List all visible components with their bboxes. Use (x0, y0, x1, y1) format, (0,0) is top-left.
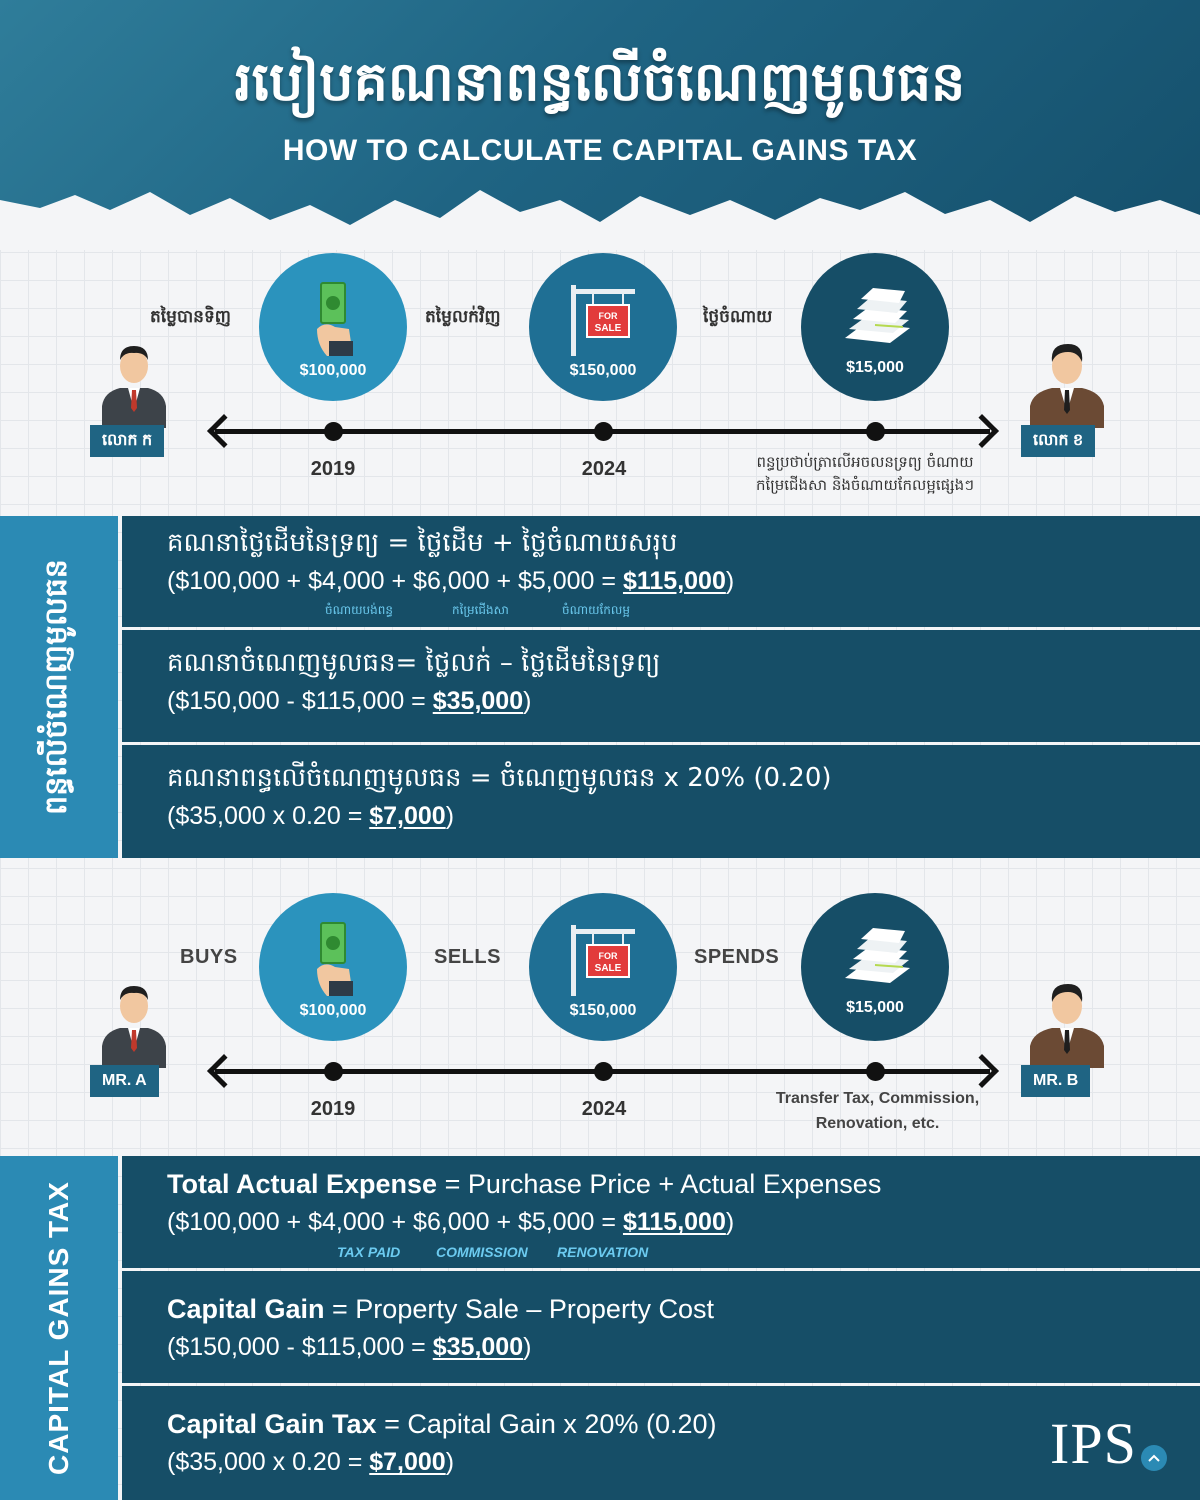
sub-label-commission: កម្រៃជើងសា (452, 603, 509, 617)
arrow-left-icon (207, 414, 241, 448)
equation-text: ($100,000 + $4,000 + $6,000 + $5,000 = (167, 567, 623, 596)
equation-close: ) (445, 802, 455, 831)
year-buy: 2019 (310, 1098, 356, 1120)
sub-label-commission: COMMISSION (436, 1244, 528, 1260)
timeline-dot (324, 422, 343, 441)
businessman-icon (1028, 978, 1106, 1068)
businessman-icon (98, 978, 170, 1068)
ips-logo: IPS (1050, 1411, 1137, 1476)
equation-close: ) (523, 1333, 532, 1362)
expenses-note-line2: Renovation, etc. (815, 1114, 940, 1132)
buyer-badge: MR. A (90, 1065, 159, 1097)
formula-term: Capital Gain (167, 1294, 325, 1324)
formulas-khmer (0, 516, 1200, 858)
arrow-right-icon (965, 1054, 999, 1088)
arrow-left-icon (207, 1054, 241, 1088)
formula-term: Capital Gain Tax (167, 1409, 377, 1439)
year-sell: 2024 (581, 1098, 627, 1120)
equation-text: ($35,000 x 0.20 = (167, 1448, 370, 1477)
formula-definition: = Capital Gain x 20% (0.20) (376, 1409, 717, 1439)
equation-close: ) (523, 687, 532, 716)
equation-result: $35,000 (432, 687, 524, 716)
equation-close: ) (725, 567, 735, 596)
formula-definition: = Purchase Price + Actual Expenses (437, 1169, 882, 1199)
formula-title: គណនាចំណេញមូលធន= ថ្លៃលក់ – ថ្លៃដើមនៃទ្រព្យ (167, 648, 661, 678)
businessman-icon (98, 338, 170, 428)
buyer-badge: លោក ក (90, 425, 164, 457)
equation-result: $35,000 (432, 1333, 524, 1362)
sell-circle (529, 253, 677, 401)
cash-hand-icon (303, 921, 363, 996)
timeline-english (0, 893, 1200, 1193)
equation-close: ) (445, 1448, 455, 1477)
sub-label-renovation: ចំណាយកែលម្អ (562, 603, 630, 617)
equation-result: $7,000 (369, 802, 446, 831)
side-label: ពន្ធលើចំណេញមូលធន (39, 559, 74, 815)
sub-label-tax: ចំណាយបង់ពន្ធ (325, 603, 393, 617)
sell-amount: $150,000 (569, 361, 637, 379)
expenses-note-line2: កម្រៃជើងសា និងចំណាយកែលម្អផ្សេងៗ (755, 476, 975, 495)
paper-stack-icon (835, 283, 915, 353)
formula-equation (167, 802, 1200, 831)
formula-equation (167, 1208, 1200, 1237)
expenses-note (700, 451, 1030, 498)
year-buy: 2019 (310, 458, 356, 480)
expense-circle (801, 893, 949, 1041)
equation-text: ($100,000 + $4,000 + $6,000 + $5,000 = (167, 1208, 623, 1237)
chevron-up-icon (1141, 1445, 1167, 1471)
timeline-dot (324, 1062, 343, 1081)
equation-text: ($150,000 - $115,000 = (167, 687, 433, 716)
formula-row-gain (122, 1271, 1200, 1383)
equation-text: ($35,000 x 0.20 = (167, 802, 370, 831)
expenses-note-line1: ពន្ធប្រថាប់ត្រាលើអចលនទ្រព្យ ចំណាយ (756, 453, 974, 471)
page-title-khmer: របៀបគណនាពន្ធលើចំណេញមូលធន (234, 50, 966, 113)
sell-circle (529, 893, 677, 1041)
page-title-english: HOW TO CALCULATE CAPITAL GAINS TAX (282, 134, 918, 167)
label-sell-price: តម្លៃលក់វិញ (425, 307, 501, 327)
side-label: CAPITAL GAINS TAX (43, 1181, 74, 1475)
equation-result: $7,000 (369, 1448, 446, 1477)
expense-circle (801, 253, 949, 401)
formula-term: Total Actual Expense (167, 1169, 438, 1199)
formula-row-cost (122, 1156, 1200, 1268)
buy-circle (259, 893, 407, 1041)
expense-amount: $15,000 (846, 359, 904, 376)
formula-equation (167, 1333, 1200, 1362)
formula-title (167, 1408, 1200, 1440)
buy-circle (259, 253, 407, 401)
label-expenses: ថ្លៃចំណាយ (703, 307, 773, 327)
businessman-icon (1028, 338, 1106, 428)
arrow-right-icon (965, 414, 999, 448)
sub-label-renovation: RENOVATION (557, 1244, 649, 1260)
for-sale-sign-icon (563, 921, 643, 996)
formula-title (167, 1293, 1200, 1325)
formula-title: គណនាថ្លៃដើមនៃទ្រព្យ = ថ្លៃដើម + ថ្លៃចំណាយសរុប (167, 528, 678, 558)
sub-label-tax: TAX PAID (337, 1244, 401, 1260)
buy-amount: $100,000 (299, 1001, 367, 1019)
formula-title (167, 1168, 1200, 1200)
timeline-dot (866, 422, 885, 441)
formula-title: គណនាពន្ធលើចំណេញមូលធន = ចំណេញមូលធន x 20% (0.20) (167, 763, 832, 793)
svg-text:SALE: SALE (594, 322, 622, 334)
timeline-dot (594, 1062, 613, 1081)
equation-close: ) (725, 1208, 735, 1237)
equation-result: $115,000 (622, 1208, 726, 1237)
seller-badge: លោក ខ (1021, 425, 1095, 457)
formula-row-gain (122, 630, 1200, 742)
label-spends: SPENDS (694, 946, 780, 968)
expense-amount: $15,000 (846, 999, 904, 1016)
paper-stack-icon (835, 923, 915, 993)
side-label-bar (0, 516, 118, 858)
formula-equation (167, 687, 1200, 716)
equation-text: ($150,000 - $115,000 = (167, 1333, 433, 1362)
formula-equation (167, 567, 1200, 596)
svg-text:FOR: FOR (598, 310, 618, 321)
label-buys: BUYS (180, 946, 238, 968)
svg-text:SALE: SALE (594, 962, 622, 974)
formulas-english (0, 1156, 1200, 1500)
seller-badge: MR. B (1021, 1065, 1090, 1097)
timeline-dot (594, 422, 613, 441)
formula-definition: = Property Sale – Property Cost (324, 1294, 714, 1324)
formula-row-cost (122, 516, 1200, 627)
formula-row-tax (122, 1386, 1200, 1500)
for-sale-sign-icon (563, 281, 643, 356)
label-buy-price: តម្លៃបានទិញ (150, 307, 231, 327)
formula-row-tax (122, 745, 1200, 858)
cash-hand-icon (303, 281, 363, 356)
timeline-dot (866, 1062, 885, 1081)
torn-paper-edge (0, 170, 1200, 250)
equation-result: $115,000 (622, 567, 726, 596)
svg-text:FOR: FOR (598, 950, 618, 961)
label-sells: SELLS (434, 946, 501, 968)
formula-equation (167, 1448, 1200, 1477)
side-label-bar (0, 1156, 118, 1500)
timeline-khmer (0, 253, 1200, 553)
expenses-note-line1: Transfer Tax, Commission, (775, 1090, 980, 1107)
sell-amount: $150,000 (569, 1001, 637, 1019)
expenses-note (735, 1087, 1020, 1137)
buy-amount: $100,000 (299, 361, 367, 379)
year-sell: 2024 (581, 458, 627, 480)
